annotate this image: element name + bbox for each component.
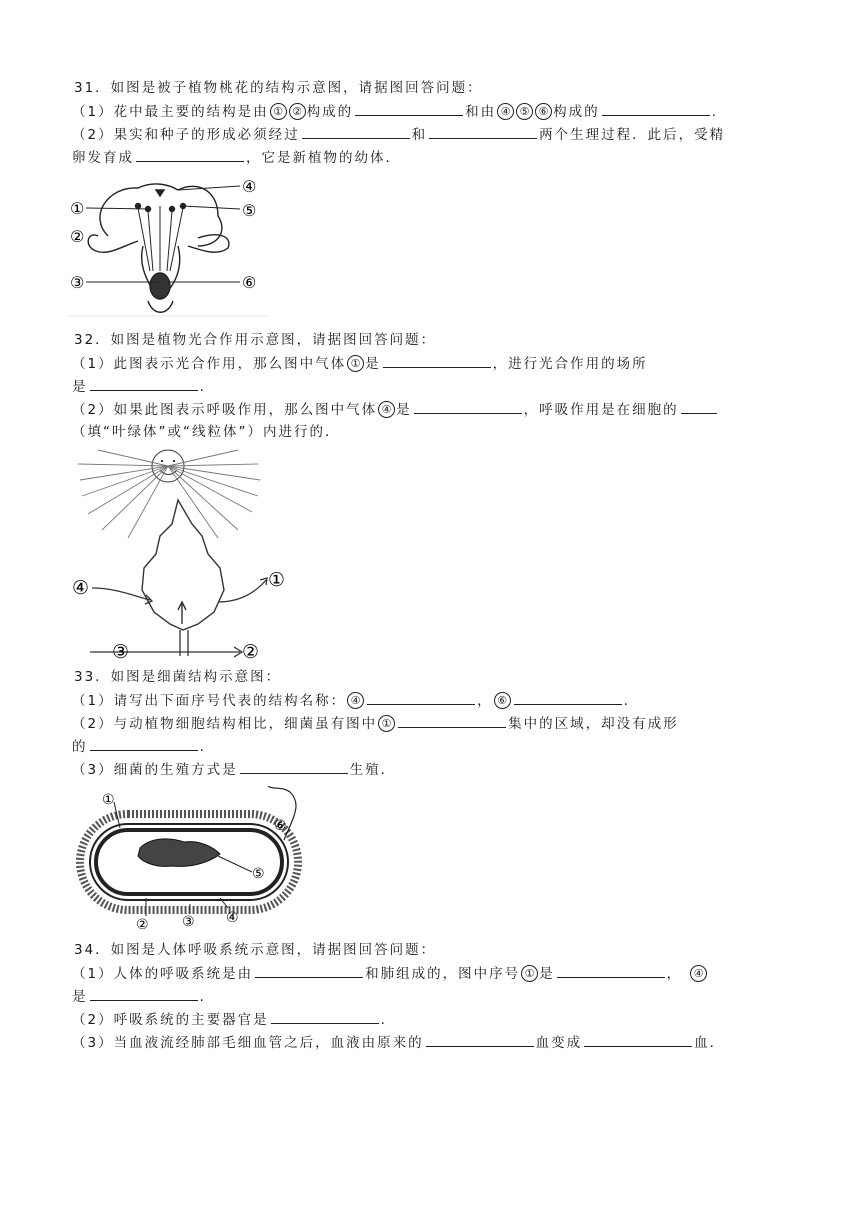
marker-4: ④ bbox=[690, 965, 707, 982]
flower-label-2: ② bbox=[70, 227, 85, 246]
marker-6: ⑥ bbox=[494, 692, 511, 709]
answer-blank[interactable] bbox=[240, 759, 348, 774]
marker-1: ① bbox=[347, 355, 364, 372]
flower-label-3: ③ bbox=[70, 273, 85, 292]
marker-1: ① bbox=[270, 103, 287, 120]
marker-2: ② bbox=[289, 103, 306, 120]
answer-blank[interactable] bbox=[602, 101, 710, 116]
leaf-label-2: ② bbox=[242, 641, 260, 663]
answer-blank[interactable] bbox=[398, 713, 506, 728]
flower-label-4: ④ bbox=[242, 177, 257, 196]
answer-blank[interactable] bbox=[90, 986, 198, 1001]
marker-4: ④ bbox=[497, 103, 514, 120]
bacterium-label-3: ③ bbox=[182, 914, 195, 930]
flower-label-1: ① bbox=[70, 199, 85, 218]
answer-blank[interactable] bbox=[383, 353, 491, 368]
answer-blank[interactable] bbox=[90, 736, 198, 751]
leaf-label-4: ④ bbox=[72, 577, 90, 599]
marker-1: ① bbox=[378, 715, 395, 732]
q33-line-3: 的 . bbox=[72, 736, 868, 757]
q34-line-2: 是 . bbox=[72, 986, 868, 1007]
q34-line-3: （2）呼吸系统的主要器官是 . bbox=[72, 1009, 868, 1030]
answer-blank[interactable] bbox=[367, 690, 475, 705]
flower-label-6: ⑥ bbox=[242, 273, 257, 292]
flower-structure-figure bbox=[68, 176, 268, 326]
answer-blank[interactable] bbox=[90, 376, 198, 391]
q34-line-1: （1）人体的呼吸系统是由 和肺组成的，图中序号 ① 是 ， ④ bbox=[72, 963, 868, 984]
q31-title: 31．如图是被子植物桃花的结构示意图，请据图回答问题： bbox=[74, 80, 483, 96]
photosynthesis-figure bbox=[68, 444, 308, 666]
q32-line-2: 是 . bbox=[72, 376, 868, 397]
bacterium-label-5: ⑤ bbox=[252, 866, 265, 882]
marker-4: ④ bbox=[347, 692, 364, 709]
marker-5: ⑤ bbox=[516, 103, 533, 120]
bacterium-label-6: ⑥ bbox=[274, 818, 287, 834]
answer-blank[interactable] bbox=[255, 963, 363, 978]
answer-blank[interactable] bbox=[429, 124, 537, 139]
leaf-label-3: ③ bbox=[112, 641, 130, 663]
q33-line-4: （3）细菌的生殖方式是 生殖． bbox=[72, 759, 868, 780]
q31-line-1: （1）花中最主要的结构是由 ① ② 构成的 和由 ④ ⑤ ⑥ 构成的 . bbox=[72, 101, 868, 122]
q32-line-1: （1）此图表示光合作用，那么图中气体 ① 是 ，进行光合作用的场所 bbox=[72, 353, 868, 374]
answer-blank[interactable] bbox=[271, 1009, 379, 1024]
answer-blank[interactable] bbox=[426, 1032, 534, 1047]
answer-blank[interactable] bbox=[681, 399, 717, 414]
q33-title: 33．如图是细菌结构示意图： bbox=[74, 669, 282, 685]
answer-blank[interactable] bbox=[514, 690, 622, 705]
q32-line-3: （2）如果此图表示呼吸作用，那么图中气体 ④ 是 ，呼吸作用是在细胞的 bbox=[72, 399, 868, 420]
q31-line-3: 卵发育成 ，它是新植物的幼体． bbox=[72, 147, 868, 168]
q31-line-2: （2）果实和种子的形成必须经过 和 两个生理过程．此后，受精 bbox=[72, 124, 868, 145]
bacterium-figure bbox=[72, 786, 312, 932]
bacterium-label-2: ② bbox=[136, 917, 149, 932]
bacterium-label-4: ④ bbox=[226, 910, 239, 926]
bacterium-label-1: ① bbox=[102, 792, 115, 808]
q33-line-2: （2）与动植物细胞结构相比，细菌虽有图中 ① 集中的区域，却没有成形 bbox=[72, 713, 868, 734]
answer-blank[interactable] bbox=[136, 147, 244, 162]
leaf-label-1: ① bbox=[268, 569, 286, 591]
q32-title: 32．如图是植物光合作用示意图，请据图回答问题： bbox=[74, 332, 437, 348]
flower-label-5: ⑤ bbox=[242, 201, 257, 220]
answer-blank[interactable] bbox=[302, 124, 410, 139]
marker-6: ⑥ bbox=[535, 103, 552, 120]
answer-blank[interactable] bbox=[584, 1032, 692, 1047]
answer-blank[interactable] bbox=[355, 101, 463, 116]
q33-line-1: （1）请写出下面序号代表的结构名称： ④ ， ⑥ . bbox=[72, 690, 868, 711]
q32-line-4: （填“叶绿体”或“线粒体”）内进行的． bbox=[72, 424, 341, 440]
q34-title: 34．如图是人体呼吸系统示意图，请据图回答问题： bbox=[74, 942, 437, 958]
marker-4: ④ bbox=[378, 401, 395, 418]
answer-blank[interactable] bbox=[414, 399, 522, 414]
q34-line-4: （3）当血液流经肺部毛细血管之后，血液由原来的 血变成 血． bbox=[72, 1032, 868, 1053]
marker-1: ① bbox=[521, 965, 538, 982]
answer-blank[interactable] bbox=[557, 963, 665, 978]
